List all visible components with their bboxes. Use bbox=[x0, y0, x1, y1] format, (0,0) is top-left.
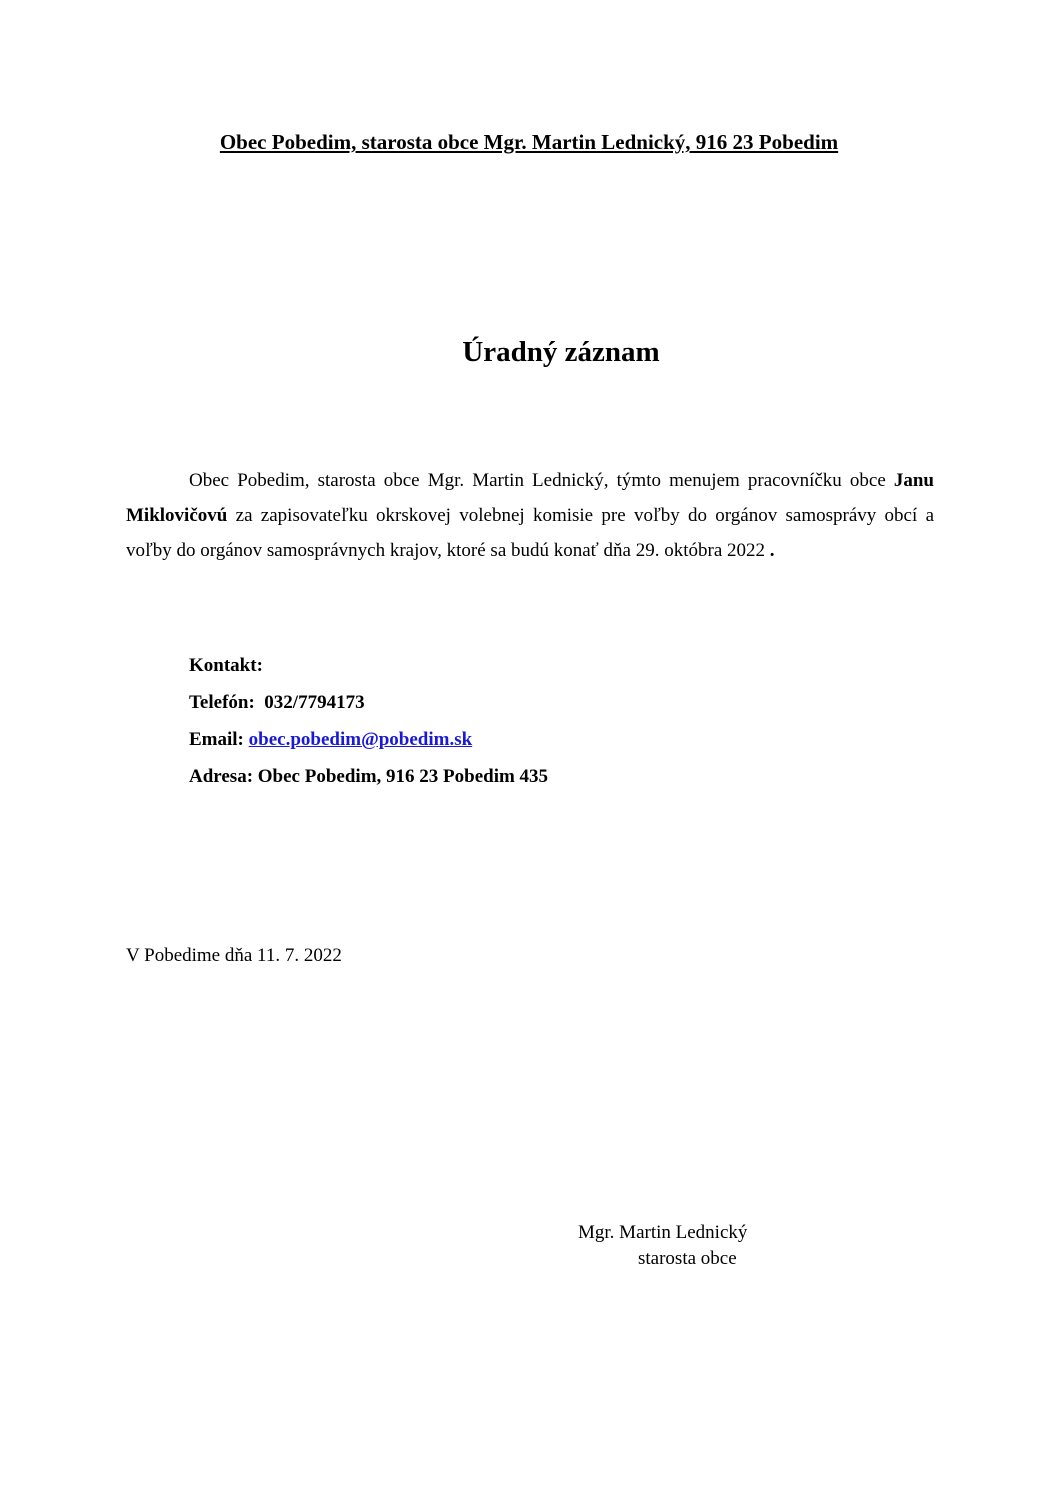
contact-heading: Kontakt: bbox=[189, 655, 263, 676]
phone-value: 032/7794173 bbox=[264, 692, 365, 713]
phone-label: Telefón: bbox=[189, 692, 255, 713]
body-text-part1: Obec Pobedim, starosta obce Mgr. Martin Lednický, týmto menujem pracovníčku obce bbox=[189, 470, 894, 491]
document-title: Úradný záznam bbox=[462, 336, 660, 368]
contact-address: Adresa: Obec Pobedim, 916 23 Pobedim 435 bbox=[189, 766, 549, 787]
document-header: Obec Pobedim, starosta obce Mgr. Martin Lednický, 916 23 Pobedim bbox=[219, 130, 839, 154]
contact-phone-row bbox=[189, 684, 548, 721]
signature-role: starosta obce bbox=[638, 1248, 737, 1269]
contact-block bbox=[189, 647, 548, 795]
contact-email-row bbox=[189, 721, 548, 758]
signature-block bbox=[578, 1220, 747, 1272]
appointee-name: Janu Miklovičovú bbox=[126, 470, 934, 526]
body-paragraph bbox=[126, 463, 934, 568]
email-link[interactable]: obec.pobedim@pobedim.sk bbox=[248, 729, 473, 750]
signature-name: Mgr. Martin Lednický bbox=[578, 1222, 748, 1243]
email-label: Email: bbox=[189, 729, 244, 750]
date-line: V Pobedime dňa 11. 7. 2022 bbox=[126, 945, 342, 966]
body-text-part2: za zapisovateľku okrskovej volebnej komisie pre voľby do orgánov samosprávy obcí a voľby do orgánov samosprávnych krajov, ktoré sa budú konať dňa 29. októbra 2022 bbox=[126, 505, 934, 561]
body-end-mark: . bbox=[765, 540, 775, 561]
